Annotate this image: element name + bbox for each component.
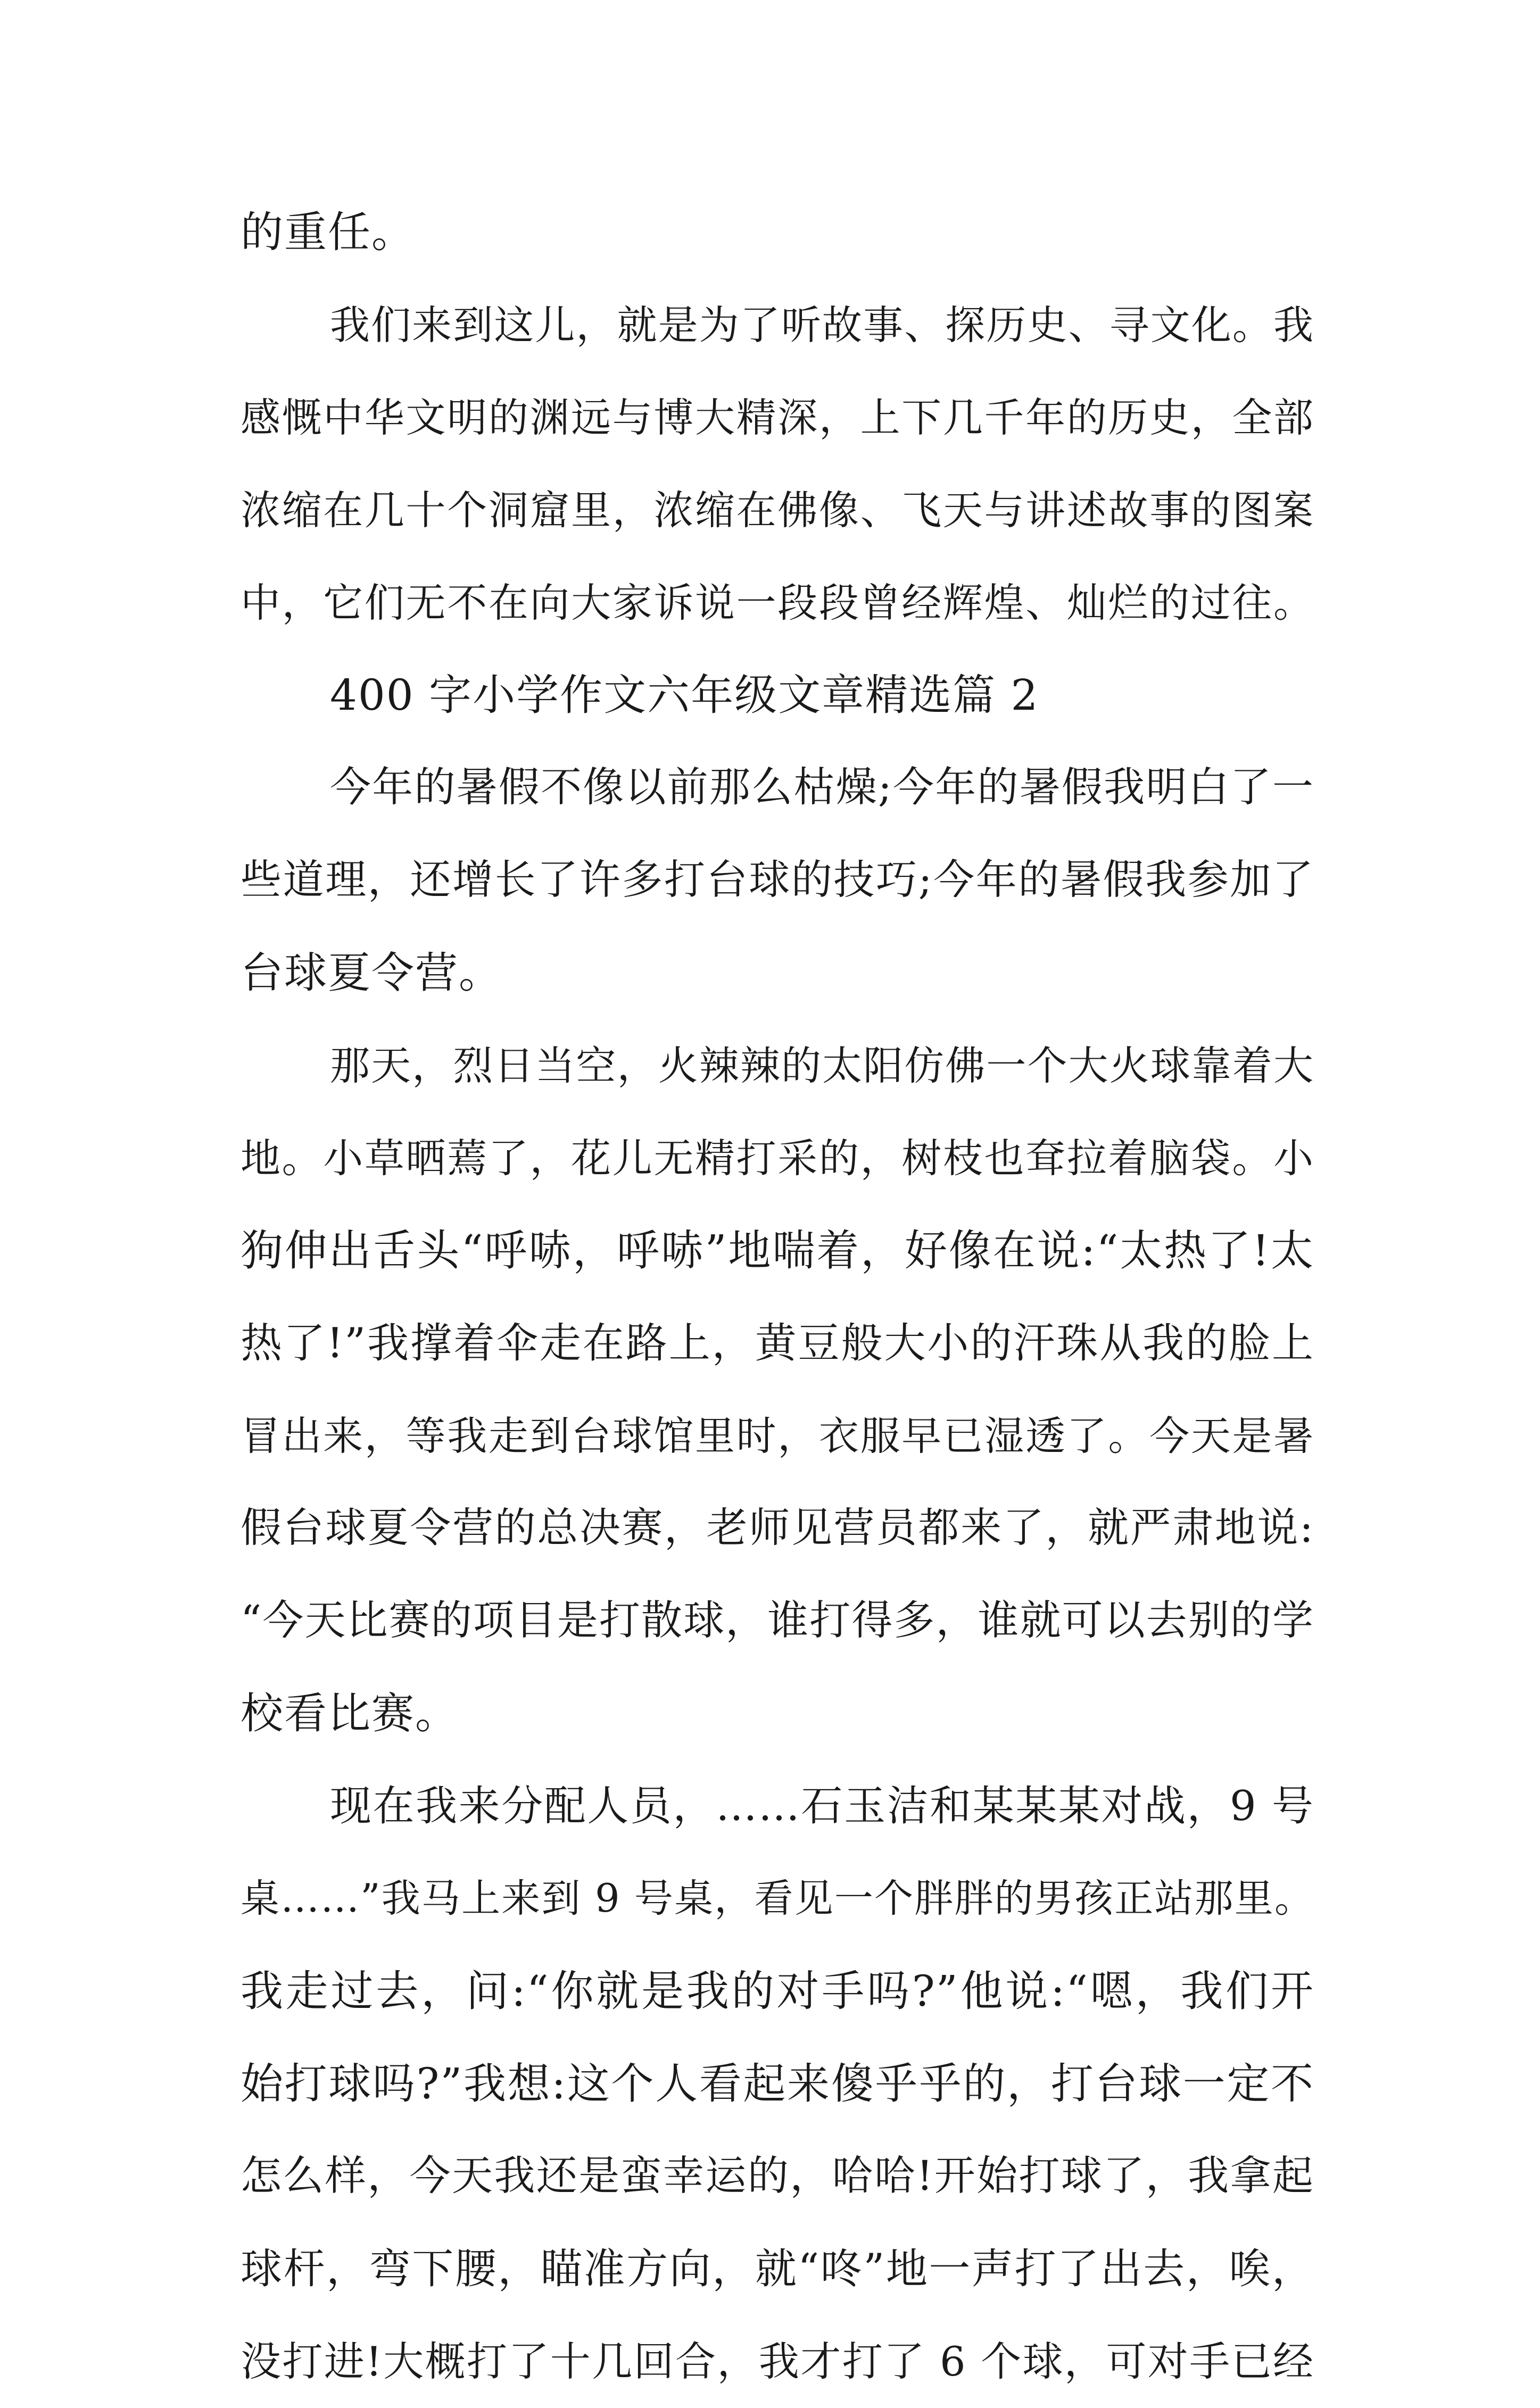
section-heading: 400 字小学作文六年级文章精选篇 2	[330, 670, 1039, 720]
text-line: 冒出来，等我走到台球馆里时，衣服早已湿透了。今天是暑	[241, 1413, 1314, 1459]
text-line: 现在我来分配人员，……石玉洁和某某某对战，9 号	[330, 1782, 1314, 1830]
text-line: “今天比赛的项目是打散球，谁打得多，谁就可以去别的学	[241, 1597, 1314, 1645]
text-line: 的重任。	[241, 207, 415, 257]
text-line: 地。小草晒蔫了，花儿无精打采的，树枝也耷拉着脑袋。小	[241, 1135, 1314, 1182]
text-line: 校看比赛。	[241, 1689, 459, 1738]
text-line: 今年的暑假不像以前那么枯燥;今年的暑假我明白了一	[330, 764, 1314, 811]
text-line: 球杆，弯下腰，瞄准方向，就“咚”地一声打了出去，唉，	[241, 2245, 1314, 2293]
text-line: 没打进!大概打了十几回合，我才打了 6 个球，可对手已经	[241, 2338, 1314, 2385]
text-line: 中，它们无不在向大家诉说一段段曾经辉煌、灿烂的过往。	[241, 579, 1314, 626]
text-line: 些道理，还增长了许多打台球的技巧;今年的暑假我参加了	[241, 857, 1314, 904]
text-line: 怎么样，今天我还是蛮幸运的，哈哈!开始打球了，我拿起	[241, 2153, 1314, 2200]
document-page	[241, 186, 1314, 2408]
text-line: 狗伸出舌头“呼哧，呼哧”地喘着，好像在说:“太热了!太	[241, 1226, 1314, 1275]
text-line: 我们来到这儿，就是为了听故事、探历史、寻文化。我	[330, 302, 1314, 348]
text-line: 浓缩在几十个洞窟里，浓缩在佛像、飞天与讲述故事的图案	[241, 487, 1314, 534]
text-line: 桌……”我马上来到 9 号桌，看见一个胖胖的男孩正站那里。	[241, 1876, 1314, 1921]
text-line: 台球夏令营。	[241, 948, 502, 998]
text-line: 我走过去，问:“你就是我的对手吗?”他说:“嗯，我们开	[241, 1966, 1314, 2016]
text-line: 始打球吗?”我想:这个人看起来傻乎乎的，打台球一定不	[241, 2059, 1314, 2108]
text-line: 感慨中华文明的渊远与博大精深，上下几千年的历史，全部	[241, 394, 1314, 441]
text-line: 那天，烈日当空，火辣辣的太阳仿佛一个大火球靠着大	[330, 1042, 1314, 1089]
text-line: 热了!”我撑着伞走在路上，黄豆般大小的汗珠从我的脸上	[241, 1319, 1314, 1367]
text-line: 假台球夏令营的总决赛，老师见营员都来了，就严肃地说:	[241, 1505, 1314, 1552]
